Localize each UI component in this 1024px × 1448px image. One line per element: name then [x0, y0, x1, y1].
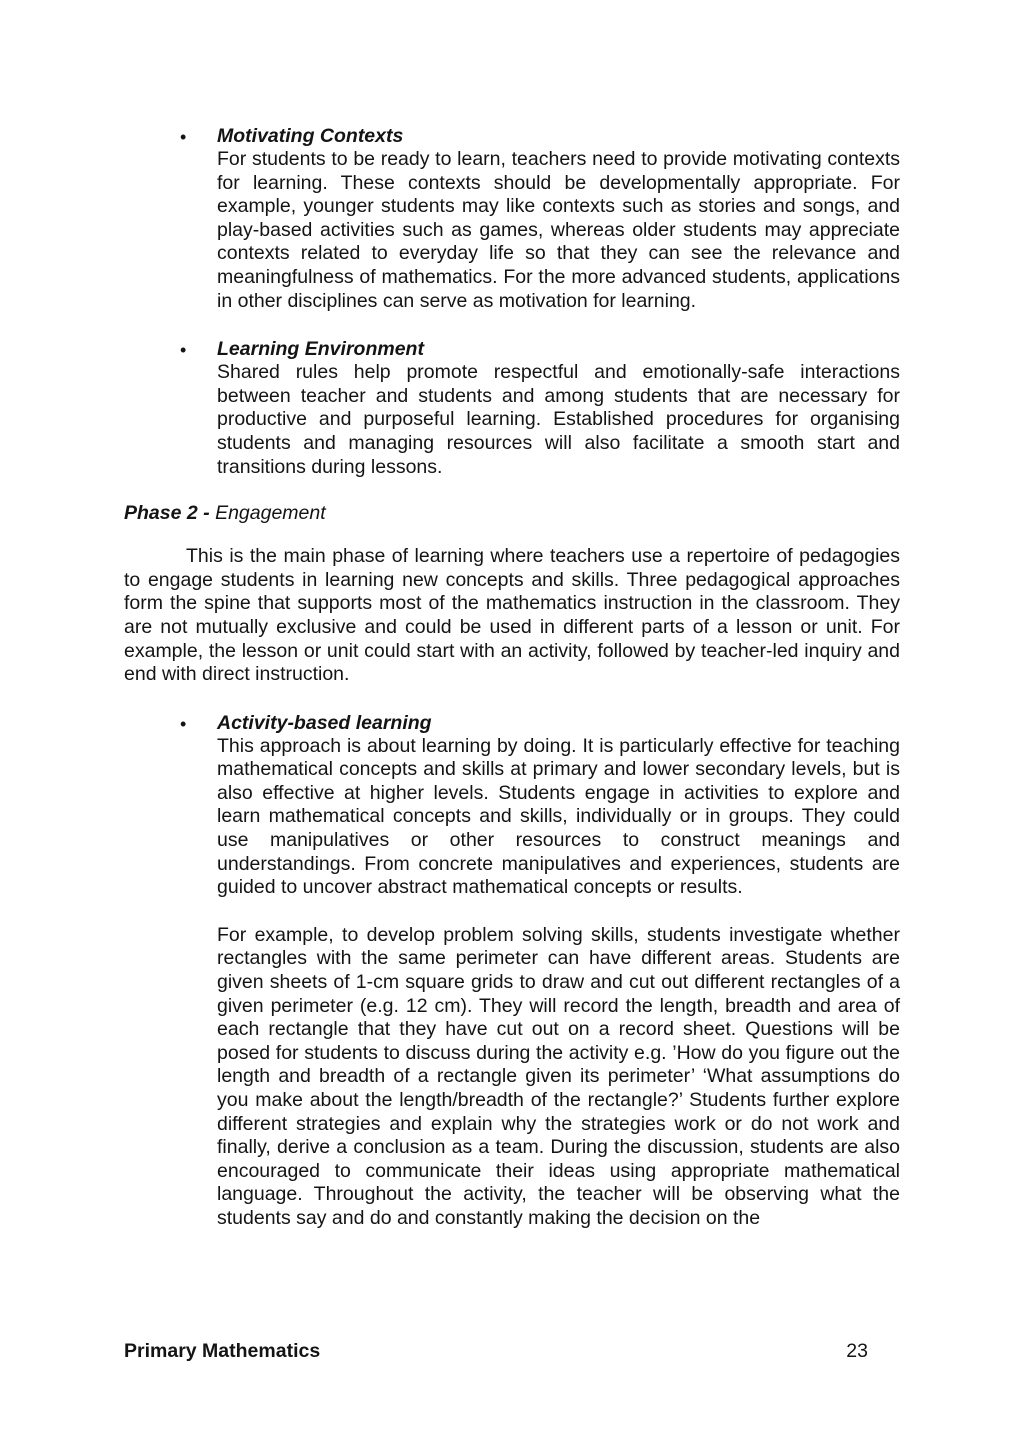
bullet-activity-based-learning: [124, 711, 900, 1231]
bullet-icon: •: [180, 713, 187, 734]
item-body: For students to be ready to learn, teachers need to provide motivating contexts for learning. These contexts should be developmentally appropriate. For example, younger students may like contexts such as stories and songs, and play-based activities such as games, whereas older students may appreciate contexts related to everyday life so that they can see the relevance and meaningfulness of mathematics. For the more advanced students, applications in other disciplines can serve as motivation for learning.: [217, 148, 900, 312]
phase-label: Phase 2 -: [124, 502, 210, 525]
item-title: Activity-based learning: [217, 711, 432, 734]
phase-intro: This is the main phase of learning where teachers use a repertoire of pedagogies to engage students in learning new concepts and skills. Three pedagogical approaches form the spine that supports most of the mathematics instruction in the classroom. They are not mutually exclusive and could be used in different parts of a lesson or unit. For example, the lesson or unit could start with an activity, followed by teacher-led inquiry and end with direct instruction.: [124, 545, 900, 686]
phase-heading: [124, 501, 900, 525]
item-body: This approach is about learning by doing. It is particularly effective for teaching mathematical concepts and skills at primary and lower secondary levels, but is also effective at higher levels. Students engage in activities to explore and learn mathematical concepts and skills, individually or in groups. They could use manipulatives or other resources to construct meanings and understandings. From concrete manipulatives and experiences, students are guided to uncover abstract mathematical concepts or results.: [217, 734, 900, 899]
bullet-icon: •: [180, 340, 187, 361]
bullet-icon: •: [180, 127, 187, 147]
item-body: Shared rules help promote respectful and emotionally-safe interactions between teacher and students and among students that are necessary for productive and purposeful learning. Established procedures for organising students and managing resources will also facilitate a smooth start and transitions during lessons.: [217, 361, 900, 478]
bullet-learning-environment: [124, 337, 900, 479]
bullet-motivating-contexts: [124, 124, 900, 313]
footer-title: Primary Mathematics: [124, 1340, 321, 1362]
item-title: Motivating Contexts: [217, 125, 404, 147]
phase-name: Engagement: [215, 502, 326, 525]
item-body-example: For example, to develop problem solving skills, students investigate whether rectangles with the same perimeter can have different areas. Students are given sheets of 1-cm square grids to draw and cut out different rectangles of a given perimeter (e.g. 12 cm). They will record the length, breadth and area of each rectangle that they have cut out on a record sheet. Questions will be posed for students to discuss during the activity e.g. ’How do you figure out the length and breadth of a rectangle given its perimeter’ ‘What assumptions do you make about the length/breadth of the rectangle?’ Students further explore different strategies and explain why the strategies work or do not work and finally, derive a conclusion as a team. During the discussion, students are also encouraged to communicate their ideas using appropriate mathematical language. Throughout the activity, the teacher will be observing what the students say and do and constantly making the decision on the: [217, 923, 900, 1229]
page-content: [124, 124, 900, 1231]
page-number: 23: [846, 1340, 868, 1362]
item-title: Learning Environment: [217, 338, 424, 361]
